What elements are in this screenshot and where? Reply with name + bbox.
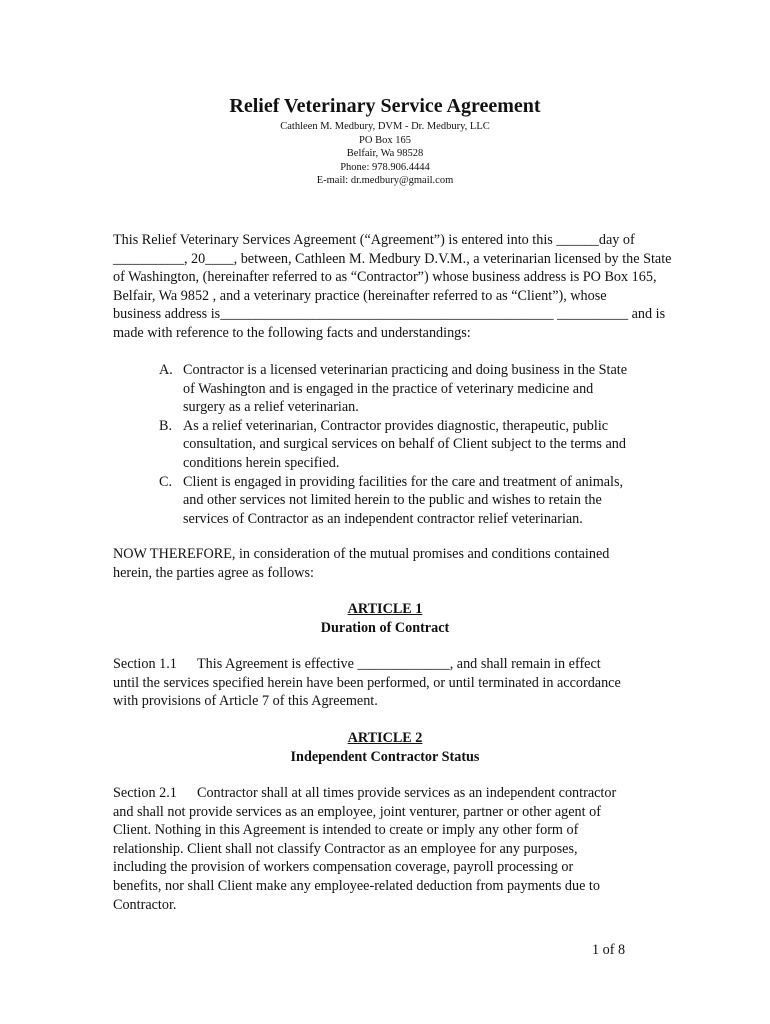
po-box: PO Box 165 <box>359 134 411 146</box>
recital-line: of Washington and is engaged in the practice of veterinary medicine and <box>183 380 594 397</box>
intro-line: __________, 20____, between, Cathleen M. Medbury D.V.M., a veterinarian licensed by the State <box>113 250 672 267</box>
recital-letter: C. <box>159 473 173 490</box>
section-line: benefits, nor shall Client make any employee-related deduction from payments due to <box>113 877 600 894</box>
section-line: Client. Nothing in this Agreement is intended to create or imply any other form of <box>113 822 579 839</box>
now-therefore-line: herein, the parties agree as follows: <box>113 564 314 581</box>
recital-item <box>159 361 679 417</box>
recital-letter: A. <box>159 362 173 378</box>
city-state-zip: Belfair, Wa 98528 <box>346 148 424 159</box>
recital-line: services of Contractor as an independent contractor relief veterinarian. <box>183 510 583 527</box>
intro-line: Belfair, Wa 9852 , and a veterinary practice (hereinafter referred to as “Client”), whose <box>113 287 607 304</box>
recital-line: surgery as a relief veterinarian. <box>183 399 359 416</box>
article-number: ARTICLE 1 <box>347 601 423 617</box>
article-title: Independent Contractor Status <box>290 748 480 765</box>
article-number: ARTICLE 2 <box>347 730 423 746</box>
article-1-heading <box>0 600 770 637</box>
section-line: Contractor. <box>113 896 177 913</box>
recital-line: consultation, and surgical services on behalf of Client subject to the terms and <box>183 436 626 453</box>
intro-line: This Relief Veterinary Services Agreement (“Agreement”) is entered into this ______day of <box>113 232 635 248</box>
recital-item <box>159 473 679 529</box>
section-line: with provisions of Article 7 of this Agreement. <box>113 693 378 710</box>
section-1-1 <box>113 655 723 711</box>
section-first-line <box>113 784 723 803</box>
now-therefore-line: NOW THEREFORE, in consideration of the mutual promises and conditions contained <box>113 546 610 562</box>
contact-header <box>0 120 770 188</box>
intro-line: of Washington, (hereinafter referred to as “Contractor”) whose business address is PO Box 165, <box>113 269 657 286</box>
practitioner-name: Cathleen M. Medbury, DVM - Dr. Medbury, LLC <box>280 121 490 132</box>
now-therefore-paragraph <box>113 545 723 582</box>
section-label: Section 2.1 <box>113 785 177 801</box>
recital-line: and other services not limited herein to the public and wishes to retain the <box>183 492 602 509</box>
section-line: relationship. Client shall not classify Contractor as an employee for any purposes, <box>113 840 578 857</box>
intro-paragraph <box>113 231 723 343</box>
intro-line: business address is_______________________________________________ __________ and is <box>113 306 666 323</box>
section-line: and shall not provide services as an employee, joint venturer, partner or other agent of <box>113 803 601 820</box>
section-label: Section 1.1 <box>113 656 177 672</box>
recital-item <box>159 417 679 473</box>
recitals-list <box>159 361 679 528</box>
phone: Phone: 978.906.4444 <box>340 161 430 173</box>
section-line: until the services specified herein have been performed, or until terminated in accordance <box>113 674 621 691</box>
recital-line: As a relief veterinarian, Contractor provides diagnostic, therapeutic, public <box>183 417 609 434</box>
article-title: Duration of Contract <box>320 619 450 636</box>
intro-line: made with reference to the following facts and understandings: <box>113 324 471 341</box>
document-title: Relief Veterinary Service Agreement <box>229 95 541 117</box>
recital-line: conditions herein specified. <box>183 454 340 471</box>
section-text: Contractor shall at all times provide services as an independent contractor <box>197 785 617 801</box>
article-2-heading <box>0 729 770 766</box>
recital-line: Contractor is a licensed veterinarian practicing and doing business in the State <box>183 362 628 378</box>
section-2-1 <box>113 784 723 914</box>
section-text: This Agreement is effective _____________, and shall remain in effect <box>197 656 601 672</box>
recital-letter: B. <box>159 417 173 434</box>
recital-line: Client is engaged in providing facilities for the care and treatment of animals, <box>183 473 624 490</box>
section-first-line <box>113 655 723 674</box>
page-number: 1 of 8 <box>592 942 626 958</box>
section-line: including the provision of workers compensation coverage, payroll processing or <box>113 859 574 876</box>
email: E-mail: dr.medbury@gmail.com <box>316 175 454 186</box>
